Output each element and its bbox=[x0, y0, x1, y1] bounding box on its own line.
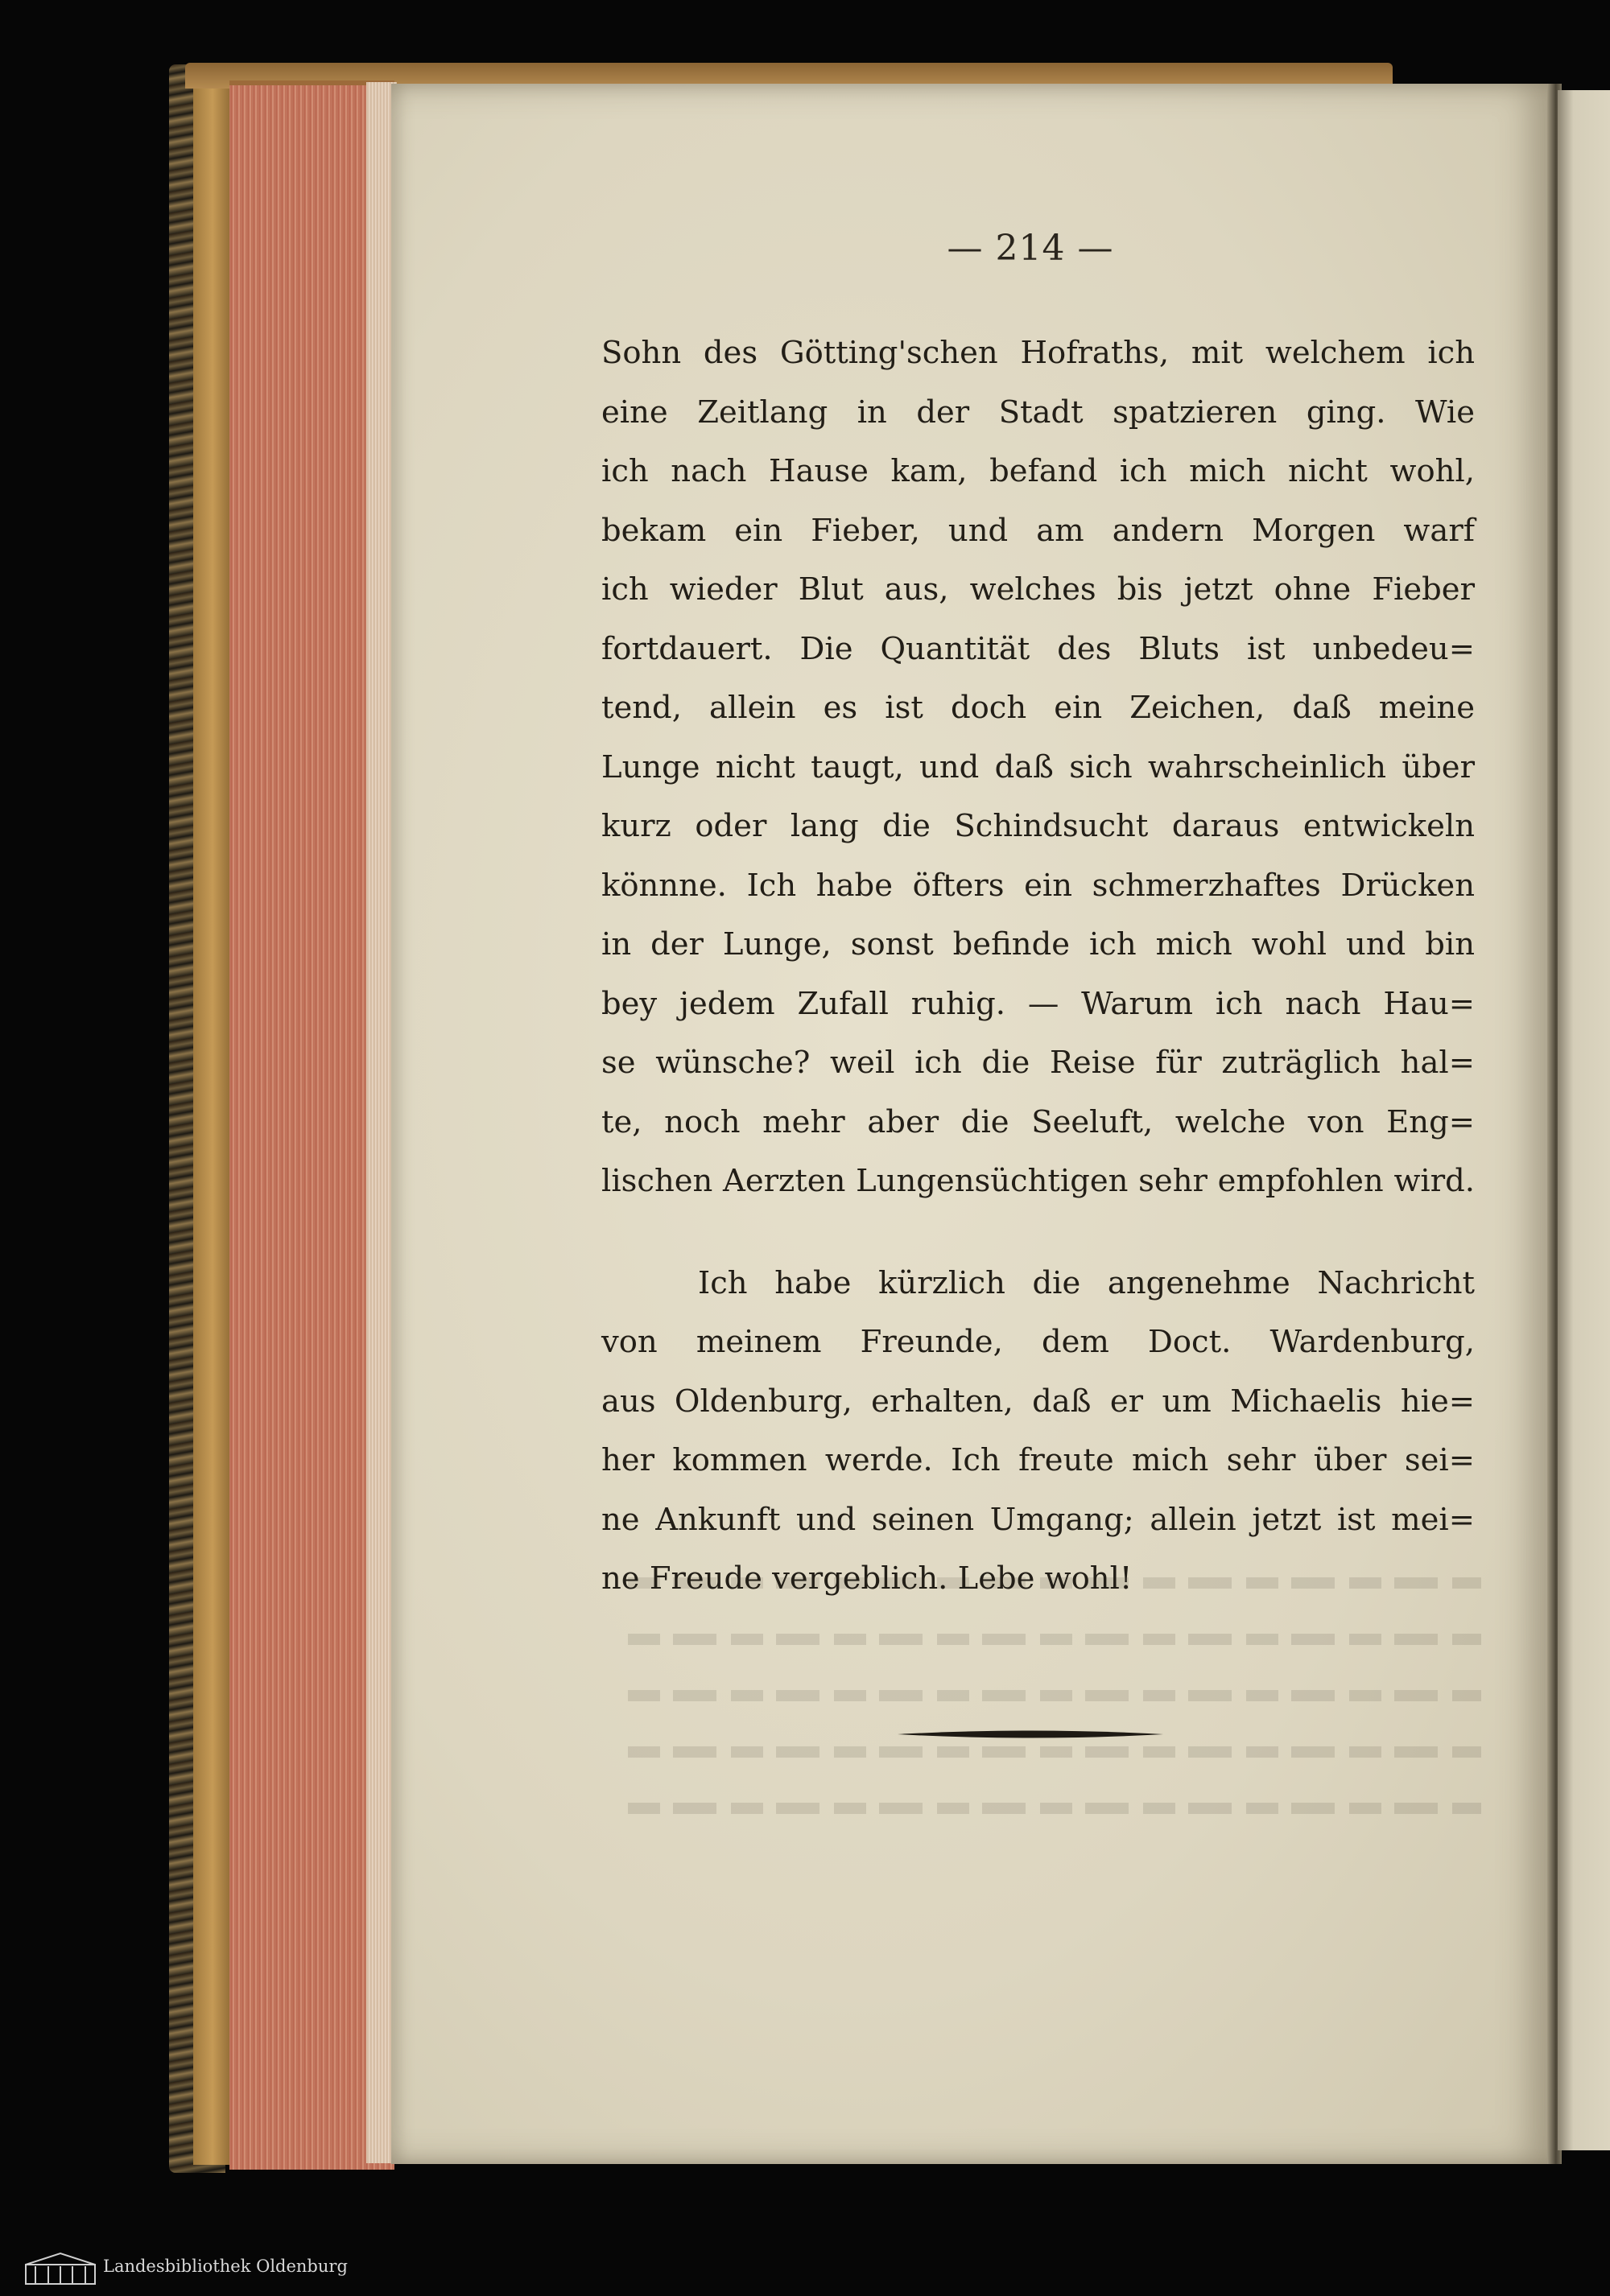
text-line: Lunge nicht taugt, und daß sich wahrscheinlich über bbox=[601, 748, 1475, 785]
text-line: eine Zeitlang in der Stadt spatzieren ging. Wie bbox=[601, 394, 1475, 431]
text-line: ich nach Hause kam, befand ich mich nicht wohl, bbox=[601, 453, 1475, 489]
show-through bbox=[628, 1577, 1481, 1867]
footer-library-label: Landesbibliothek Oldenburg bbox=[103, 2257, 348, 2276]
page-number: — 214 — bbox=[947, 228, 1114, 269]
cover-board-edge bbox=[193, 72, 232, 2165]
text-line: bekam ein Fieber, und am andern Morgen warf bbox=[601, 512, 1475, 549]
body-text bbox=[601, 324, 1475, 1609]
text-line: bey jedem Zufall ruhig. — Warum ich nach Hau= bbox=[601, 985, 1475, 1022]
paragraph-2 bbox=[601, 1254, 1475, 1609]
text-line: in der Lunge, sonst befinde ich mich wohl und bin bbox=[601, 926, 1475, 963]
text-line: Sohn des Götting'schen Hofraths, mit welchem ich bbox=[601, 335, 1475, 371]
library-building-icon bbox=[24, 2252, 97, 2287]
text-line: tend, allein es ist doch ein Zeichen, daß meine bbox=[601, 690, 1475, 726]
text-line: könnne. Ich habe öfters ein schmerzhaftes Drücken bbox=[601, 867, 1475, 904]
text-line: te, noch mehr aber die Seeluft, welche von Eng= bbox=[601, 1103, 1475, 1140]
text-line: Ich habe kürzlich die angenehme Nachricht bbox=[698, 1264, 1475, 1301]
text-line: von meinem Freunde, dem Doct. Wardenburg, bbox=[601, 1324, 1475, 1360]
end-ornament-rule bbox=[898, 1729, 1163, 1740]
paragraph-spacer bbox=[601, 1211, 1475, 1254]
text-line: ne Ankunft und seinen Umgang; allein jetzt ist mei= bbox=[601, 1501, 1475, 1538]
text-line: ich wieder Blut aus, welches bis jetzt ohne Fieber bbox=[601, 571, 1475, 608]
text-line: kurz oder lang die Schindsucht daraus entwickeln bbox=[601, 808, 1475, 844]
text-line: ne Freude vergeblich. Lebe wohl! bbox=[601, 1560, 1133, 1597]
text-line: fortdauert. Die Quantität des Bluts ist unbedeu= bbox=[601, 630, 1475, 667]
facing-page bbox=[1558, 90, 1610, 2150]
text-line: se wünsche? weil ich die Reise für zuträglich hal= bbox=[601, 1045, 1475, 1081]
paragraph-1 bbox=[601, 324, 1475, 1211]
text-line: lischen Aerzten Lungensüchtigen sehr empfohlen wird. bbox=[601, 1163, 1475, 1199]
text-line: her kommen werde. Ich freute mich sehr über sei= bbox=[601, 1442, 1475, 1478]
footer-bar bbox=[0, 2244, 1610, 2296]
text-line: aus Oldenburg, erhalten, daß er um Michaelis hie= bbox=[601, 1383, 1475, 1420]
